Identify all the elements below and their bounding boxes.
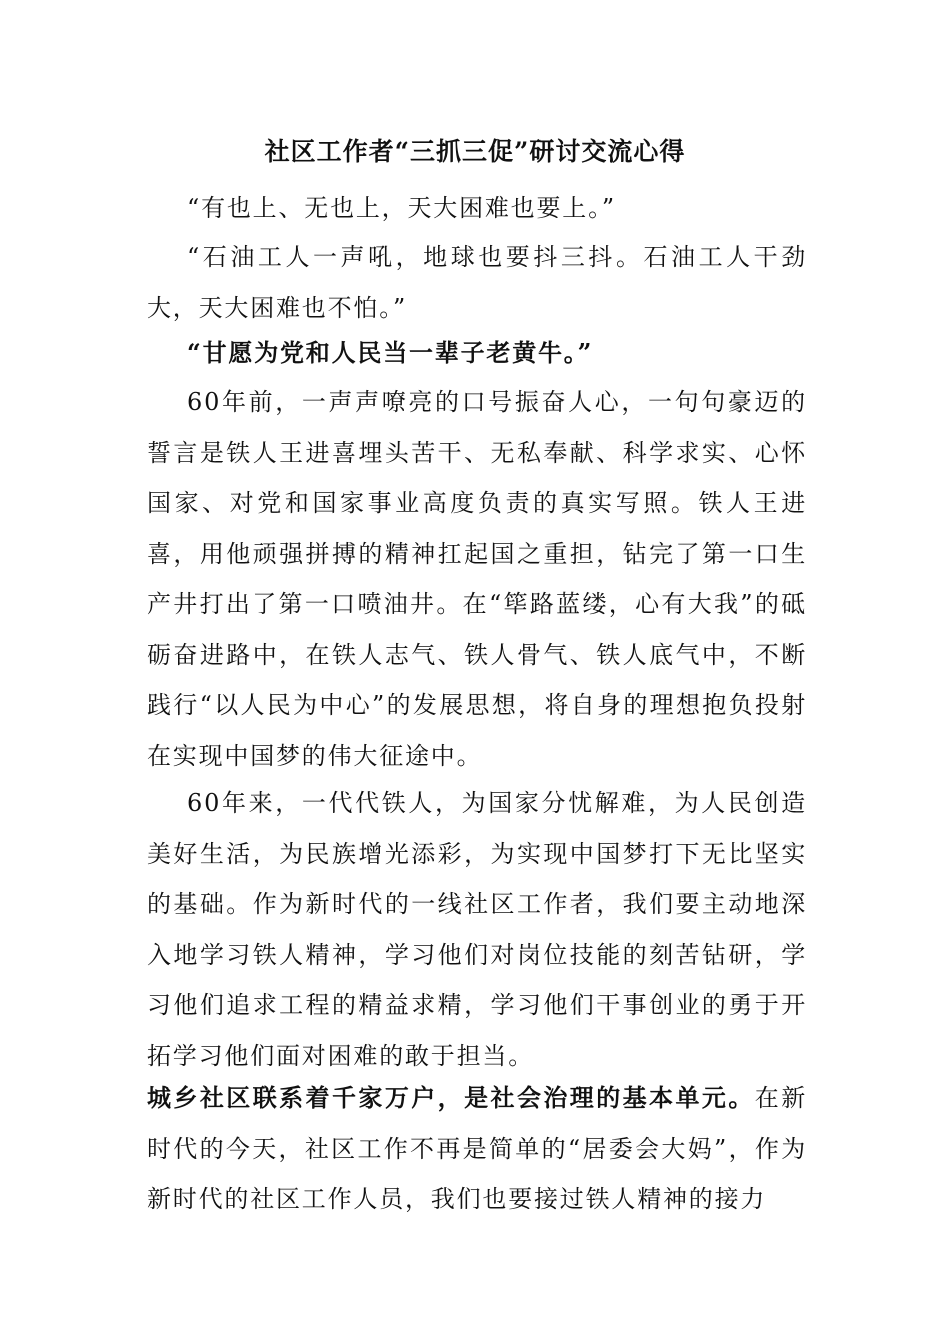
paragraph-3-bold-lead: 城乡社区联系着千家万户，是社会治理的基本单元。 [147,1083,755,1112]
body-paragraph-2: 60年来，一代代铁人，为国家分忧解难，为人民创造美好生活，为民族增光添彩，为实现中国梦打下无比坚实的基础。作为新时代的一线社区工作者，我们要主动地深入地学习铁人精神，学习他们对岗位技能的刻苦钻研，学习他们追求工程的精益求精，学习他们干事创业的勇于开拓学习他们面对困难的敢于担当。 [147,789,807,1070]
document-title: 社区工作者“三抓三促”研讨交流心得 [264,137,686,166]
quote-paragraph-3: “甘愿为党和人民当一辈子老黄牛。” [187,338,594,367]
quote-paragraph-1: “有也上、无也上，天大困难也要上。” [187,194,616,222]
body-paragraph-1: 60年前，一声声嘹亮的口号振奋人心，一句句豪迈的誓言是铁人王进喜埋头苦干、无私奉献、科学求实、心怀国家、对党和国家事业高度负责的真实写照。铁人王进喜，用他顽强拼搏的精神扛起国之重担，钻完了第一口生产井打出了第一口喷油井。在“筚路蓝缕，心有大我”的砥砺奋进路中，在铁人志气、铁人骨气、铁人底气中，不断践行“以人民为中心”的发展思想，将自身的理想抱负投射在实现中国梦的伟大征途中。 [147,388,807,770]
body-paragraph-3 [147,1073,807,1225]
paragraph-3-text: 在新时代的今天，社区工作不再是简单的“居委会大妈”，作为新时代的社区工作人员，我们也要接过铁人精神的接力 [147,1084,807,1213]
quote-paragraph-2: “石油工人一声吼，地球也要抖三抖。石油工人干劲大，天大困难也不怕。” [147,243,807,322]
